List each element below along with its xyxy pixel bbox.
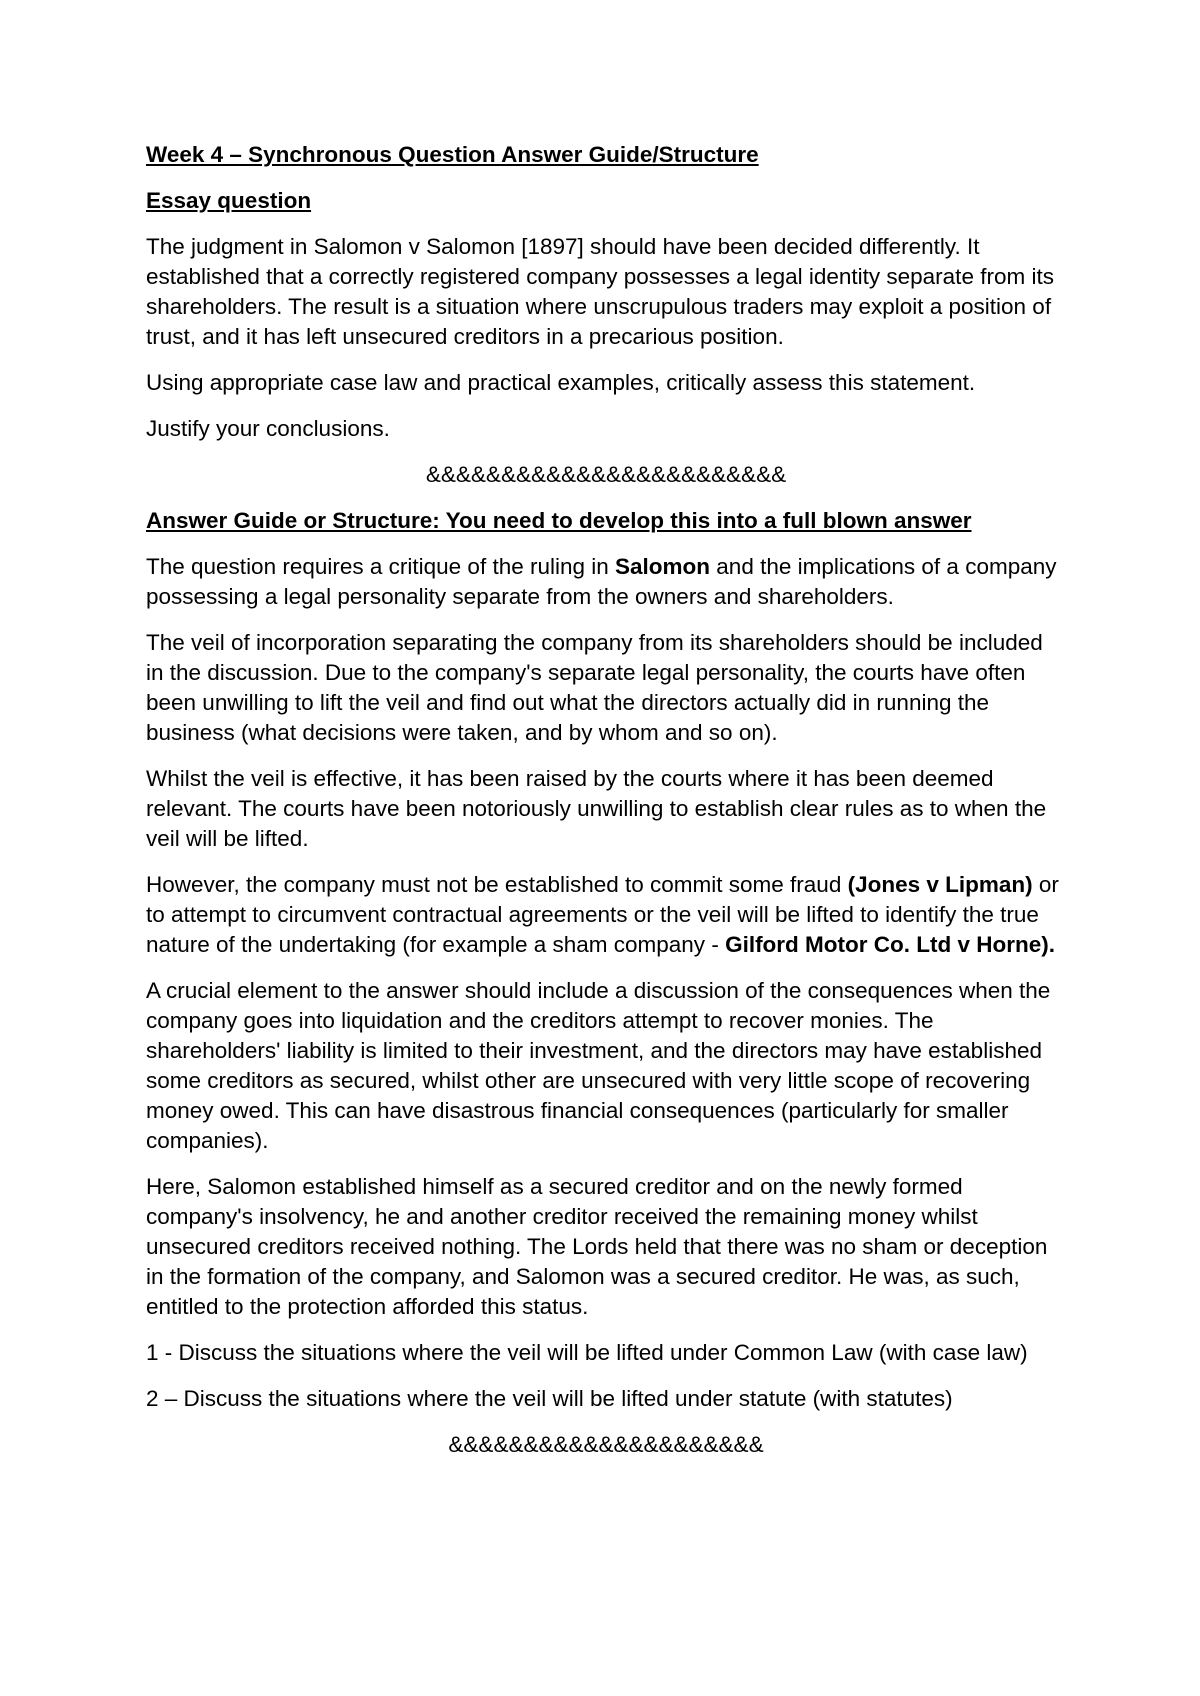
task-item-1: 1 - Discuss the situations where the veil will be lifted under Common Law (with case law) [146, 1340, 1028, 1365]
justify-paragraph: Justify your conclusions. [146, 416, 390, 441]
answer-paragraph-1 [146, 552, 1066, 612]
task-item-2: 2 – Discuss the situations where the veil will be lifted under statute (with statutes) [146, 1386, 953, 1411]
para1-text-after: and the implications of a company possessing a legal personality separate from the owners and shareholders. [146, 554, 1057, 609]
separator-top: &&&&&&&&&&&&&&&&&&&&&&&& [425, 462, 787, 487]
document-title: Week 4 – Synchronous Question Answer Guide/Structure [146, 142, 759, 167]
separator-bottom: &&&&&&&&&&&&&&&&&&&&& [448, 1432, 764, 1457]
case-name-salomon: Salomon [615, 554, 711, 579]
answer-paragraph-4 [146, 870, 1066, 960]
answer-paragraph-2: The veil of incorporation separating the company from its shareholders should be included in the discussion. Due to the company's separate legal personality, the courts have often been unwilling to lift the veil and find out what the directors actually did in running the business (what decisions were taken, and by whom and so on). [146, 630, 1043, 745]
answer-paragraph-3: Whilst the veil is effective, it has been raised by the courts where it has been deemed relevant. The courts have been notoriously unwilling to establish clear rules as to when the veil will be lifted. [146, 766, 1047, 851]
case-name-gilford-motor: Gilford Motor Co. Ltd v Horne). [725, 932, 1056, 957]
para4-text-before: However, the company must not be established to commit some fraud [146, 872, 848, 897]
case-name-jones-v-lipman: (Jones v Lipman) [847, 872, 1033, 897]
answer-paragraph-6: Here, Salomon established himself as a secured creditor and on the newly formed company's insolvency, he and another creditor received the remaining money whilst unsecured creditors received nothing. The Lords held that there was no sham or deception in the formation of the company, and Salomon was a secured creditor. He was, as such, entitled to the protection afforded this status. [146, 1174, 1048, 1319]
question-paragraph: The judgment in Salomon v Salomon [1897] should have been decided differently. It established that a correctly registered company possesses a legal identity separate from its shareholders. The result is a situation where unscrupulous traders may exploit a position of trust, and it has left unsecured creditors in a precarious position. [146, 234, 1054, 349]
para1-text-before: The question requires a critique of the ruling in [146, 554, 616, 579]
document-page [146, 140, 1066, 1476]
answer-guide-heading: Answer Guide or Structure: You need to develop this into a full blown answer [146, 508, 972, 533]
answer-paragraph-5: A crucial element to the answer should include a discussion of the consequences when the company goes into liquidation and the creditors attempt to recover monies. The shareholders' liability is limited to their investment, and the directors may have established some creditors as secured, whilst other are unsecured with very little scope of recovering money owed. This can have disastrous financial consequences (particularly for smaller companies). [146, 978, 1051, 1153]
instruction-paragraph: Using appropriate case law and practical examples, critically assess this statement. [146, 370, 976, 395]
para4-text-middle: or to attempt to circumvent contractual agreements or the veil will be lifted to identify the true nature of the undertaking (for example a sham company - [146, 872, 1059, 957]
essay-question-heading: Essay question [146, 188, 312, 213]
